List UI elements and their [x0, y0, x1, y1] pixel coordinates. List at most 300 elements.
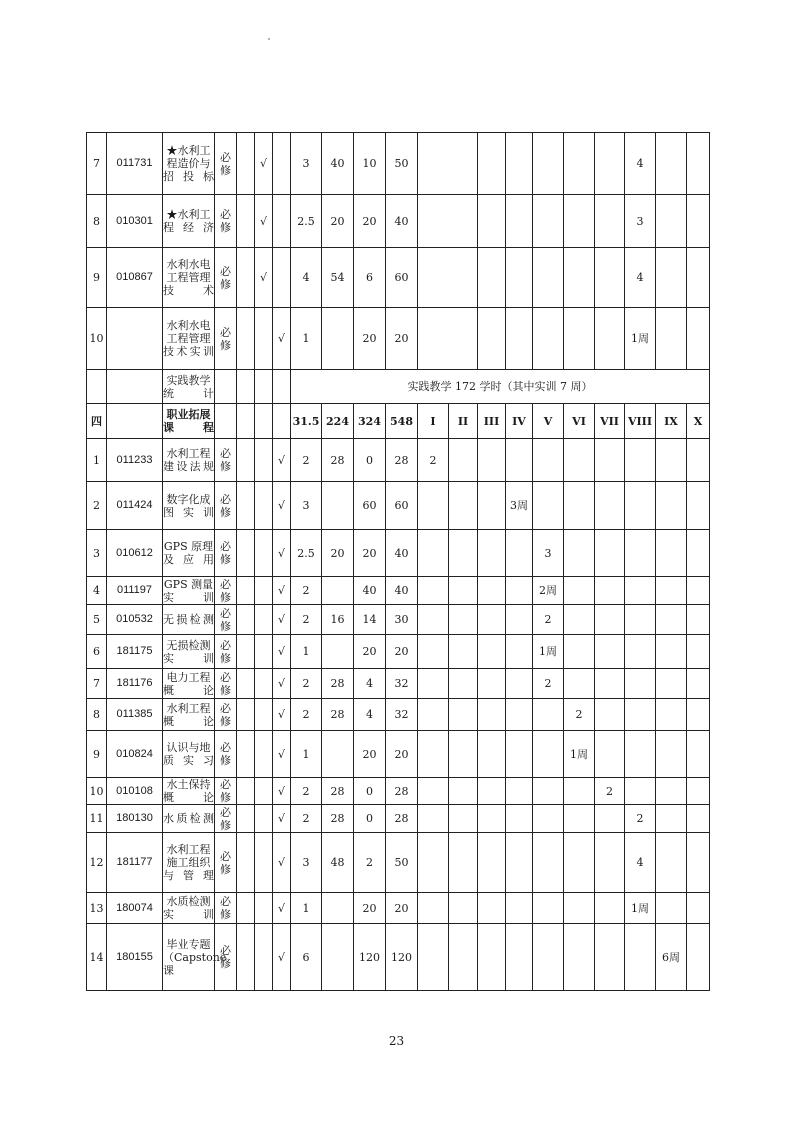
- course-row: [87, 731, 710, 778]
- theory-hours: 28: [322, 805, 354, 833]
- practice-hours: 4: [354, 669, 386, 699]
- semester-cell-1: [418, 248, 478, 308]
- check-col-2: [255, 577, 273, 605]
- total-hours: 28: [386, 805, 418, 833]
- semester-cell-2: [449, 482, 478, 530]
- theory-hours: 48: [322, 833, 354, 893]
- course-row: [87, 805, 710, 833]
- semester-cell-6: [595, 195, 625, 248]
- course-name: 无损检测: [163, 605, 215, 635]
- semester-cell-2: [478, 195, 506, 248]
- semester-cell-3: [506, 195, 533, 248]
- credit-cell: 3: [291, 133, 322, 195]
- total-hours: 28: [386, 439, 418, 482]
- total-hours: 40: [386, 530, 418, 577]
- semester-cell-7: 4: [625, 248, 656, 308]
- semester-cell-8: [625, 482, 656, 530]
- practice-hours: 120: [354, 924, 386, 991]
- theory-hours: 28: [322, 439, 354, 482]
- semester-cell-5: 1周: [533, 635, 564, 669]
- semester-cell-9: [687, 133, 710, 195]
- semester-cell-8: [625, 924, 656, 991]
- check-col-2: [255, 439, 273, 482]
- course-number: 3: [87, 530, 107, 577]
- semester-cell-9: [656, 530, 687, 577]
- section-req-cell: [215, 404, 237, 439]
- check-col-1: [237, 577, 255, 605]
- semester-cell-5: [564, 308, 595, 370]
- semester-cell-4: [506, 731, 533, 778]
- course-row: [87, 439, 710, 482]
- credit-cell: 2: [291, 805, 322, 833]
- stat-label: 实践教学统计: [163, 370, 215, 404]
- semester-cell-8: [625, 778, 656, 805]
- course-number: 7: [87, 133, 107, 195]
- theory-hours: [322, 924, 354, 991]
- course-code: 010108: [107, 778, 163, 805]
- course-name: ★水利工程经济: [163, 195, 215, 248]
- semester-cell-4: [506, 893, 533, 924]
- semester-cell-5: [533, 731, 564, 778]
- course-requirement: 必修: [215, 195, 237, 248]
- semester-cell-1: [418, 893, 449, 924]
- semester-cell-8: [625, 577, 656, 605]
- theory-hours: [322, 308, 354, 370]
- course-code: 011385: [107, 699, 163, 731]
- semester-cell-10: [687, 924, 710, 991]
- semester-cell-4: [506, 924, 533, 991]
- semester-cell-7: [595, 924, 625, 991]
- semester-header-3: III: [478, 404, 506, 439]
- credit-cell: 2: [291, 669, 322, 699]
- check-col-2: [255, 635, 273, 669]
- semester-cell-3: [478, 924, 506, 991]
- course-name: GPS 原理及应用: [163, 530, 215, 577]
- semester-cell-8: [656, 133, 687, 195]
- semester-cell-9: [656, 635, 687, 669]
- course-requirement: 必修: [215, 731, 237, 778]
- course-code: 011424: [107, 482, 163, 530]
- semester-cell-3: [478, 577, 506, 605]
- course-code: 180155: [107, 924, 163, 991]
- semester-cell-7: [595, 439, 625, 482]
- semester-cell-8: 2: [625, 805, 656, 833]
- credit-cell: 3: [291, 482, 322, 530]
- section-number: 四: [87, 404, 107, 439]
- practice-hours: 20: [354, 731, 386, 778]
- credit-cell: 6: [291, 924, 322, 991]
- semester-cell-2: [449, 439, 478, 482]
- total-hours: 20: [386, 308, 418, 370]
- stat-no-cell: [87, 370, 107, 404]
- practice-hours: 20: [354, 635, 386, 669]
- semester-cell-10: [687, 669, 710, 699]
- semester-cell-8: [625, 699, 656, 731]
- semester-cell-1: [418, 482, 449, 530]
- course-number: 10: [87, 308, 107, 370]
- semester-cell-4: [506, 439, 533, 482]
- semester-header-8: VIII: [625, 404, 656, 439]
- semester-cell-2: [449, 669, 478, 699]
- total-hours: 30: [386, 605, 418, 635]
- course-requirement: 必修: [215, 308, 237, 370]
- semester-header-6: VI: [564, 404, 595, 439]
- semester-cell-7: [595, 635, 625, 669]
- course-row: [87, 133, 710, 195]
- course-requirement: 必修: [215, 924, 237, 991]
- check-col-2: [255, 699, 273, 731]
- practice-hours: 20: [354, 893, 386, 924]
- semester-cell-5: [533, 924, 564, 991]
- semester-cell-1: [418, 833, 449, 893]
- semester-cell-4: [533, 133, 564, 195]
- semester-cell-2: [449, 778, 478, 805]
- check-col-1: [237, 133, 255, 195]
- semester-cell-3: [506, 308, 533, 370]
- semester-cell-5: [533, 805, 564, 833]
- course-name: 水利水电工程管理技术实训: [163, 308, 215, 370]
- semester-cell-3: [478, 731, 506, 778]
- semester-cell-10: [687, 605, 710, 635]
- semester-cell-7: [595, 731, 625, 778]
- semester-cell-9: [656, 439, 687, 482]
- semester-cell-1: [418, 308, 478, 370]
- check-col-2: [255, 731, 273, 778]
- semester-cell-9: [656, 833, 687, 893]
- course-name: ★水利工程造价与招投标: [163, 133, 215, 195]
- semester-cell-4: [506, 530, 533, 577]
- course-name: 水土保持概论: [163, 778, 214, 804]
- check-col-3: √: [273, 924, 291, 991]
- check-col-1: [237, 439, 255, 482]
- check-col-2: [255, 482, 273, 530]
- upper-course-rows: [87, 133, 710, 370]
- course-code: 010301: [107, 195, 163, 248]
- section-chk3-cell: [273, 404, 291, 439]
- course-code: 180130: [107, 805, 163, 833]
- check-col-2: [255, 805, 273, 833]
- semester-cell-5: [533, 778, 564, 805]
- check-col-3: √: [273, 699, 291, 731]
- semester-cell-6: [564, 669, 595, 699]
- total-hours: 50: [386, 133, 418, 195]
- course-number: 13: [87, 893, 107, 924]
- semester-cell-5: [564, 133, 595, 195]
- course-code: [107, 308, 163, 370]
- course-code: 010612: [107, 530, 163, 577]
- semester-cell-3: [478, 805, 506, 833]
- semester-cell-7: 4: [625, 133, 656, 195]
- check-col-1: [237, 805, 255, 833]
- semester-cell-3: [506, 248, 533, 308]
- semester-cell-6: [595, 133, 625, 195]
- theory-hours: [322, 731, 354, 778]
- semester-cell-6: [564, 605, 595, 635]
- semester-cell-7: 3: [625, 195, 656, 248]
- semester-cell-4: [533, 308, 564, 370]
- practice-hours: 0: [354, 805, 386, 833]
- semester-cell-9: [656, 482, 687, 530]
- course-number: 4: [87, 577, 107, 605]
- course-row: [87, 635, 710, 669]
- course-requirement: 必修: [215, 699, 237, 731]
- semester-cell-1: [418, 699, 449, 731]
- course-requirement: 必修: [215, 248, 237, 308]
- semester-cell-5: [533, 893, 564, 924]
- practice-stat-text: 实践教学 172 学时（其中实训 7 周）: [291, 370, 710, 404]
- course-number: 10: [87, 778, 107, 805]
- semester-cell-9: 6周: [656, 924, 687, 991]
- semester-cell-10: [687, 439, 710, 482]
- semester-cell-9: [656, 778, 687, 805]
- credit-cell: 2: [291, 577, 322, 605]
- section-hours-total: 548: [386, 404, 418, 439]
- course-code: 010867: [107, 248, 163, 308]
- semester-cell-5: [533, 699, 564, 731]
- semester-cell-6: [564, 893, 595, 924]
- check-col-2: [255, 924, 273, 991]
- section-credit-total: 31.5: [291, 404, 322, 439]
- course-requirement: 必修: [215, 635, 237, 669]
- semester-cell-9: [687, 308, 710, 370]
- semester-cell-1: [418, 195, 478, 248]
- semester-cell-1: [418, 778, 449, 805]
- curriculum-table: [86, 132, 710, 991]
- course-code: 181177: [107, 833, 163, 893]
- total-hours: 40: [386, 195, 418, 248]
- semester-header-1: I: [418, 404, 449, 439]
- semester-cell-1: 2: [418, 439, 449, 482]
- semester-cell-3: [478, 669, 506, 699]
- credit-cell: 2: [291, 605, 322, 635]
- semester-header-9: IX: [656, 404, 687, 439]
- check-col-2: [255, 530, 273, 577]
- check-col-3: √: [273, 833, 291, 893]
- semester-cell-8: [625, 530, 656, 577]
- course-code: 010824: [107, 731, 163, 778]
- semester-cell-2: [449, 635, 478, 669]
- course-code: 181176: [107, 669, 163, 699]
- check-col-1: [237, 924, 255, 991]
- semester-cell-5: 3: [533, 530, 564, 577]
- semester-cell-6: [595, 308, 625, 370]
- credit-cell: 4: [291, 248, 322, 308]
- theory-hours: [322, 577, 354, 605]
- semester-cell-3: [478, 778, 506, 805]
- semester-cell-7: [595, 482, 625, 530]
- course-number: 2: [87, 482, 107, 530]
- semester-cell-6: 2: [564, 699, 595, 731]
- lower-course-rows: [87, 439, 710, 991]
- check-col-2: [255, 669, 273, 699]
- check-col-1: [237, 731, 255, 778]
- semester-cell-6: [564, 833, 595, 893]
- semester-cell-10: [687, 482, 710, 530]
- course-row: [87, 195, 710, 248]
- semester-header-2: II: [449, 404, 478, 439]
- course-row: [87, 308, 710, 370]
- semester-cell-8: [656, 308, 687, 370]
- semester-cell-10: [687, 577, 710, 605]
- semester-cell-4: [506, 833, 533, 893]
- practice-hours: 20: [354, 530, 386, 577]
- check-col-3: √: [273, 635, 291, 669]
- semester-cell-3: [506, 133, 533, 195]
- semester-cell-10: [687, 731, 710, 778]
- semester-cell-9: [656, 577, 687, 605]
- semester-cell-5: [564, 195, 595, 248]
- semester-cell-8: [625, 635, 656, 669]
- semester-cell-3: [478, 439, 506, 482]
- course-requirement: 必修: [215, 893, 237, 924]
- theory-hours: 28: [322, 699, 354, 731]
- semester-cell-2: [449, 530, 478, 577]
- course-requirement: 必修: [215, 530, 237, 577]
- semester-header-7: VII: [595, 404, 625, 439]
- semester-cell-5: [533, 833, 564, 893]
- practice-hours: 20: [354, 308, 386, 370]
- semester-cell-9: [656, 805, 687, 833]
- course-code: 011731: [107, 133, 163, 195]
- semester-cell-9: [687, 195, 710, 248]
- course-requirement: 必修: [215, 778, 237, 805]
- total-hours: 120: [386, 924, 418, 991]
- credit-cell: 1: [291, 893, 322, 924]
- total-hours: 60: [386, 482, 418, 530]
- semester-cell-10: [687, 805, 710, 833]
- semester-cell-4: [506, 635, 533, 669]
- course-name: 毕业专题（Capstone 课: [163, 924, 215, 991]
- semester-cell-9: [656, 731, 687, 778]
- semester-cell-1: [418, 669, 449, 699]
- check-col-2: [255, 893, 273, 924]
- total-hours: 50: [386, 833, 418, 893]
- check-col-3: √: [273, 308, 291, 370]
- semester-cell-10: [687, 635, 710, 669]
- semester-cell-8: [625, 731, 656, 778]
- practice-stat-row: [87, 370, 710, 404]
- course-name: 数字化成图实训: [163, 482, 215, 530]
- total-hours: 20: [386, 893, 418, 924]
- course-row: [87, 577, 710, 605]
- semester-cell-5: 2: [533, 669, 564, 699]
- semester-cell-7: [595, 893, 625, 924]
- course-name: 水利工程建设法规: [163, 439, 215, 482]
- semester-cell-10: [687, 833, 710, 893]
- check-col-2: √: [255, 195, 273, 248]
- semester-cell-3: [478, 482, 506, 530]
- semester-cell-6: [595, 248, 625, 308]
- theory-hours: 28: [322, 778, 354, 805]
- semester-cell-10: [687, 778, 710, 805]
- semester-cell-5: [533, 439, 564, 482]
- semester-cell-5: [564, 248, 595, 308]
- check-col-1: [237, 530, 255, 577]
- semester-cell-8: 4: [625, 833, 656, 893]
- check-col-3: [273, 133, 291, 195]
- semester-cell-4: [506, 577, 533, 605]
- semester-cell-5: 2: [533, 605, 564, 635]
- semester-cell-6: [564, 778, 595, 805]
- course-number: 5: [87, 605, 107, 635]
- course-number: 1: [87, 439, 107, 482]
- scan-speck: [268, 38, 270, 40]
- semester-header-5: V: [533, 404, 564, 439]
- check-col-3: √: [273, 893, 291, 924]
- semester-cell-1: [418, 635, 449, 669]
- credit-cell: 1: [291, 635, 322, 669]
- total-hours: 32: [386, 669, 418, 699]
- section-chk1-cell: [237, 404, 255, 439]
- check-col-2: [255, 308, 273, 370]
- course-number: 14: [87, 924, 107, 991]
- semester-cell-4: [506, 605, 533, 635]
- stat-code-cell: [107, 370, 163, 404]
- section-chk2-cell: [255, 404, 273, 439]
- course-number: 9: [87, 731, 107, 778]
- semester-cell-2: [449, 805, 478, 833]
- check-col-3: √: [273, 778, 291, 805]
- semester-cell-7: 1周: [625, 308, 656, 370]
- semester-cell-4: [506, 805, 533, 833]
- semester-cell-8: [625, 439, 656, 482]
- course-name: 水质检测实训: [163, 893, 215, 924]
- semester-cell-1: [418, 805, 449, 833]
- theory-hours: 16: [322, 605, 354, 635]
- semester-cell-7: [595, 699, 625, 731]
- course-row: [87, 699, 710, 731]
- semester-cell-10: [687, 530, 710, 577]
- total-hours: 40: [386, 577, 418, 605]
- course-requirement: 必修: [215, 133, 237, 195]
- practice-hours: 10: [354, 133, 386, 195]
- semester-cell-2: [449, 605, 478, 635]
- course-requirement: 必修: [215, 669, 237, 699]
- course-name: 水利工程施工组织与管理: [163, 833, 215, 893]
- theory-hours: [322, 482, 354, 530]
- course-code: 011197: [107, 577, 163, 605]
- semester-cell-1: [418, 924, 449, 991]
- credit-cell: 2.5: [291, 195, 322, 248]
- semester-cell-3: [478, 833, 506, 893]
- semester-cell-3: [478, 530, 506, 577]
- semester-cell-3: [478, 699, 506, 731]
- course-number: 11: [87, 805, 107, 833]
- semester-cell-6: [564, 482, 595, 530]
- section-header-row: [87, 404, 710, 439]
- course-code: 180074: [107, 893, 163, 924]
- semester-cell-3: [478, 893, 506, 924]
- check-col-2: [255, 833, 273, 893]
- check-col-1: [237, 669, 255, 699]
- theory-hours: [322, 635, 354, 669]
- semester-cell-1: [418, 605, 449, 635]
- semester-cell-8: 1周: [625, 893, 656, 924]
- semester-cell-2: [449, 699, 478, 731]
- course-name: 水利工程概论: [163, 699, 215, 731]
- semester-cell-10: [687, 699, 710, 731]
- credit-cell: 2: [291, 699, 322, 731]
- semester-cell-2: [449, 833, 478, 893]
- semester-cell-7: [595, 530, 625, 577]
- course-name: 水质检测: [163, 805, 215, 833]
- course-requirement: 必修: [215, 482, 237, 530]
- page-number: 23: [388, 1034, 405, 1048]
- credit-cell: 3: [291, 833, 322, 893]
- semester-cell-7: [595, 833, 625, 893]
- semester-cell-8: [625, 669, 656, 699]
- semester-cell-2: [449, 893, 478, 924]
